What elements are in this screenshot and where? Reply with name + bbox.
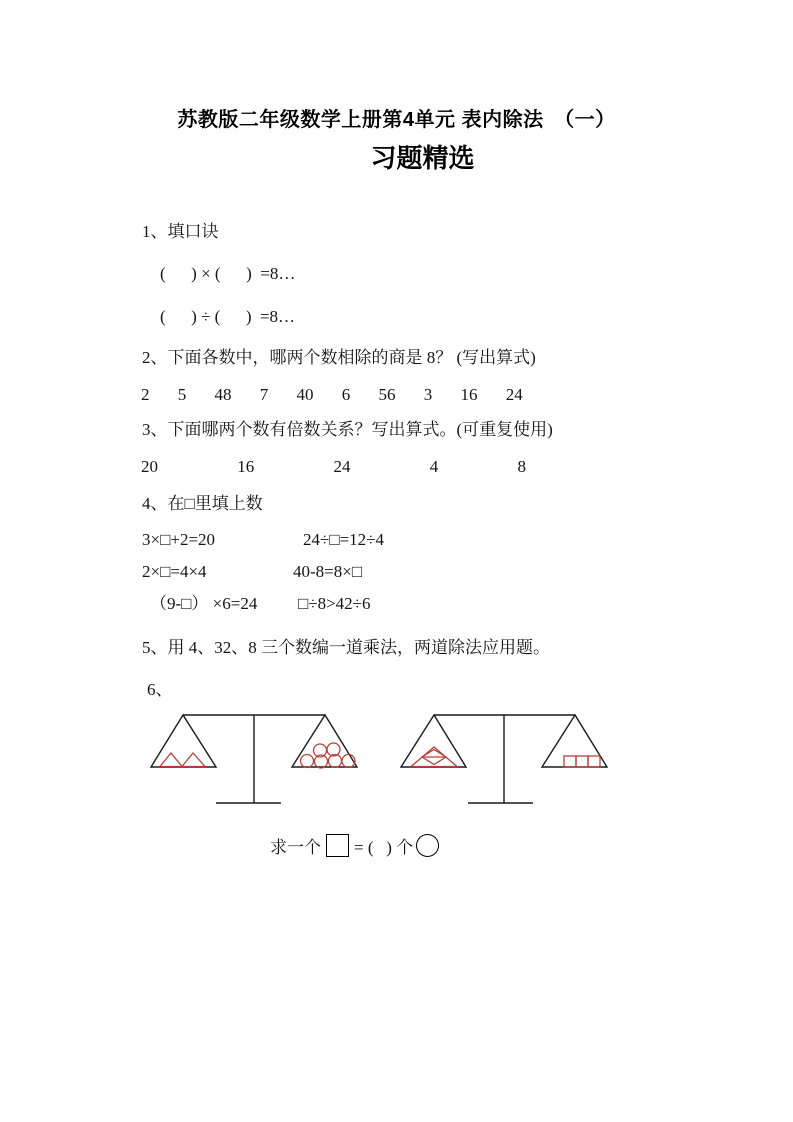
square-placeholder-box — [326, 834, 349, 857]
problem-3-numbers: 20 16 24 4 8 — [141, 457, 526, 476]
problem-1-blank-divide: ( ) ÷ ( ) =8… — [160, 307, 296, 326]
scale2-right-pan-triangle — [542, 715, 607, 767]
problem-2-numbers: 2 5 48 7 40 6 56 3 16 24 — [141, 385, 523, 404]
answer-equals-text: = ( ) 个 — [354, 838, 414, 857]
problem-4-row3-left: （9-□） ×6=24 — [150, 594, 258, 613]
problem-1-blank-multiply: ( ) × ( ) =8… — [160, 264, 296, 283]
red-circles-weight — [301, 743, 356, 768]
problem-4-label: 4、在□里填上数 — [142, 494, 263, 513]
problem-6-label: 6、 — [147, 680, 173, 699]
scale1-left-pan-triangle — [151, 715, 216, 767]
red-triangles-weight — [156, 753, 207, 767]
scale2-left-pan-triangle — [401, 715, 466, 767]
problem-4-row1-left: 3×□+2=20 — [142, 530, 216, 549]
balance-scale-figure-1 — [148, 710, 358, 805]
problem-4-row3-right: □÷8>42÷6 — [298, 594, 371, 613]
balance-scale-figure-2 — [399, 710, 609, 805]
problem-4-row2-left: 2×□=4×4 — [142, 562, 207, 581]
document-subtitle: 习题精选 — [370, 143, 475, 173]
problem-2-label: 2、下面各数中，哪两个数相除的商是 8？ (写出算式) — [142, 348, 536, 367]
problem-1-label: 1、填口诀 — [142, 222, 219, 241]
problem-4-row2-right: 40-8=8×□ — [293, 562, 363, 581]
scale1-right-pan-triangle — [292, 715, 357, 767]
problem-5-label: 5、用 4、32、8 三个数编一道乘法，两道除法应用题。 — [142, 638, 550, 657]
problem-4-row1-right: 24÷□=12÷4 — [303, 530, 385, 549]
problem-3-label: 3、下面哪两个数有倍数关系？写出算式。(可重复使用) — [142, 420, 553, 439]
red-squares-weight — [564, 756, 600, 767]
circle-placeholder — [416, 834, 439, 857]
red-triangle-diamond-weight — [411, 747, 457, 767]
document-title: 苏教版二年级数学上册第4单元 表内除法 （一） — [177, 109, 616, 131]
answer-prefix: 求一个 — [270, 838, 321, 857]
answer-line — [270, 833, 439, 858]
